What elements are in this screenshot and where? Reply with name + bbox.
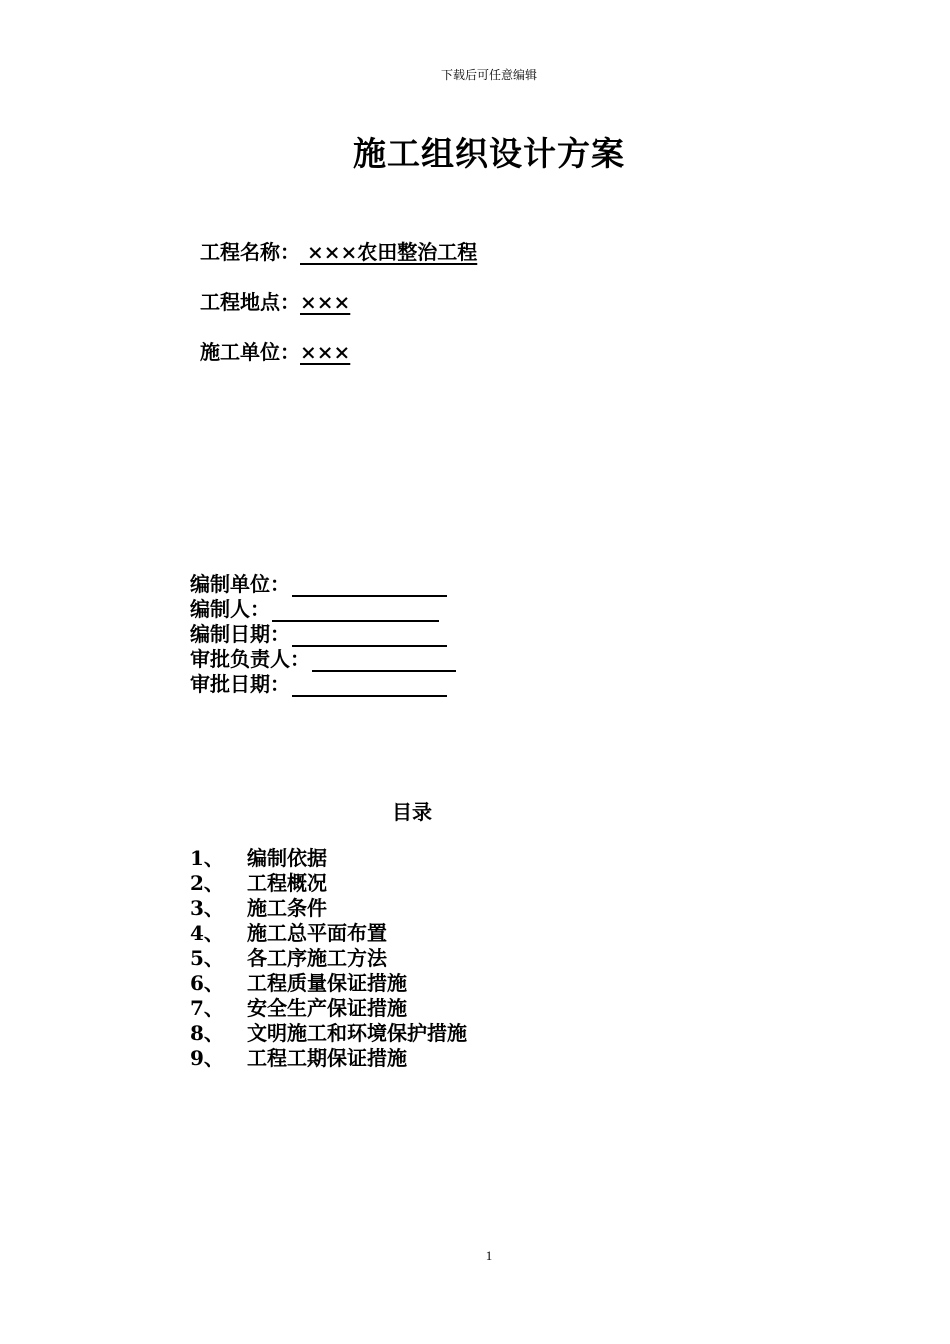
toc-item	[190, 1021, 467, 1046]
project-name-line	[200, 236, 477, 265]
project-location-value: ×××	[300, 290, 351, 314]
sign-label: 编制人：	[190, 597, 270, 621]
sign-blank-line	[292, 578, 447, 597]
sign-blank-line	[312, 653, 456, 672]
toc-item	[190, 971, 467, 996]
page-number: 1	[485, 1248, 493, 1263]
toc-item-number: 7、	[190, 996, 224, 1020]
toc-title: 目录	[392, 800, 432, 824]
construction-unit-value: ×××	[300, 340, 351, 364]
sign-label: 编制单位：	[190, 572, 290, 596]
sign-label: 审批日期：	[190, 672, 290, 696]
toc-item-number: 3、	[190, 896, 224, 920]
toc-item	[190, 996, 467, 1021]
sign-row-approver	[190, 647, 456, 672]
construction-unit-line	[200, 336, 350, 365]
signature-block	[190, 572, 456, 697]
toc-item-text: 工程概况	[247, 871, 327, 895]
toc-item	[190, 946, 467, 971]
sign-blank-line	[272, 603, 439, 622]
sign-blank-line	[292, 628, 447, 647]
sign-row-approval-date	[190, 672, 456, 697]
toc-item-text: 各工序施工方法	[247, 946, 387, 970]
toc-item	[190, 921, 467, 946]
toc-item-number: 2、	[190, 871, 224, 895]
toc-list	[190, 846, 467, 1071]
toc-item-text: 文明施工和环境保护措施	[247, 1021, 467, 1045]
project-location-line	[200, 286, 350, 315]
toc-item	[190, 846, 467, 871]
toc-item-number: 4、	[190, 921, 224, 945]
toc-item-text: 编制依据	[247, 846, 327, 870]
project-name-value: ×××农田整治工程	[300, 240, 478, 264]
sign-row-compiling-unit	[190, 572, 456, 597]
sign-label: 编制日期：	[190, 622, 290, 646]
toc-item-text: 安全生产保证措施	[247, 996, 407, 1020]
construction-unit-label: 施工单位：	[200, 340, 300, 364]
toc-item	[190, 871, 467, 896]
header-note: 下载后可任意编辑	[440, 68, 537, 82]
toc-item-number: 1、	[190, 846, 224, 870]
toc-item-number: 5、	[190, 946, 224, 970]
toc-item	[190, 1046, 467, 1071]
sign-row-compile-date	[190, 622, 456, 647]
toc-item-number: 8、	[190, 1021, 224, 1045]
toc-item	[190, 896, 467, 921]
sign-blank-line	[292, 678, 447, 697]
sign-row-compiler	[190, 597, 456, 622]
toc-item-text: 工程质量保证措施	[247, 971, 407, 995]
document-title: 施工组织设计方案	[353, 134, 625, 173]
project-name-label: 工程名称：	[200, 240, 300, 264]
sign-label: 审批负责人：	[190, 647, 310, 671]
project-location-label: 工程地点：	[200, 290, 300, 314]
toc-item-number: 9、	[190, 1046, 224, 1070]
toc-item-text: 工程工期保证措施	[247, 1046, 407, 1070]
toc-item-text: 施工条件	[247, 896, 327, 920]
toc-item-text: 施工总平面布置	[247, 921, 387, 945]
toc-item-number: 6、	[190, 971, 224, 995]
